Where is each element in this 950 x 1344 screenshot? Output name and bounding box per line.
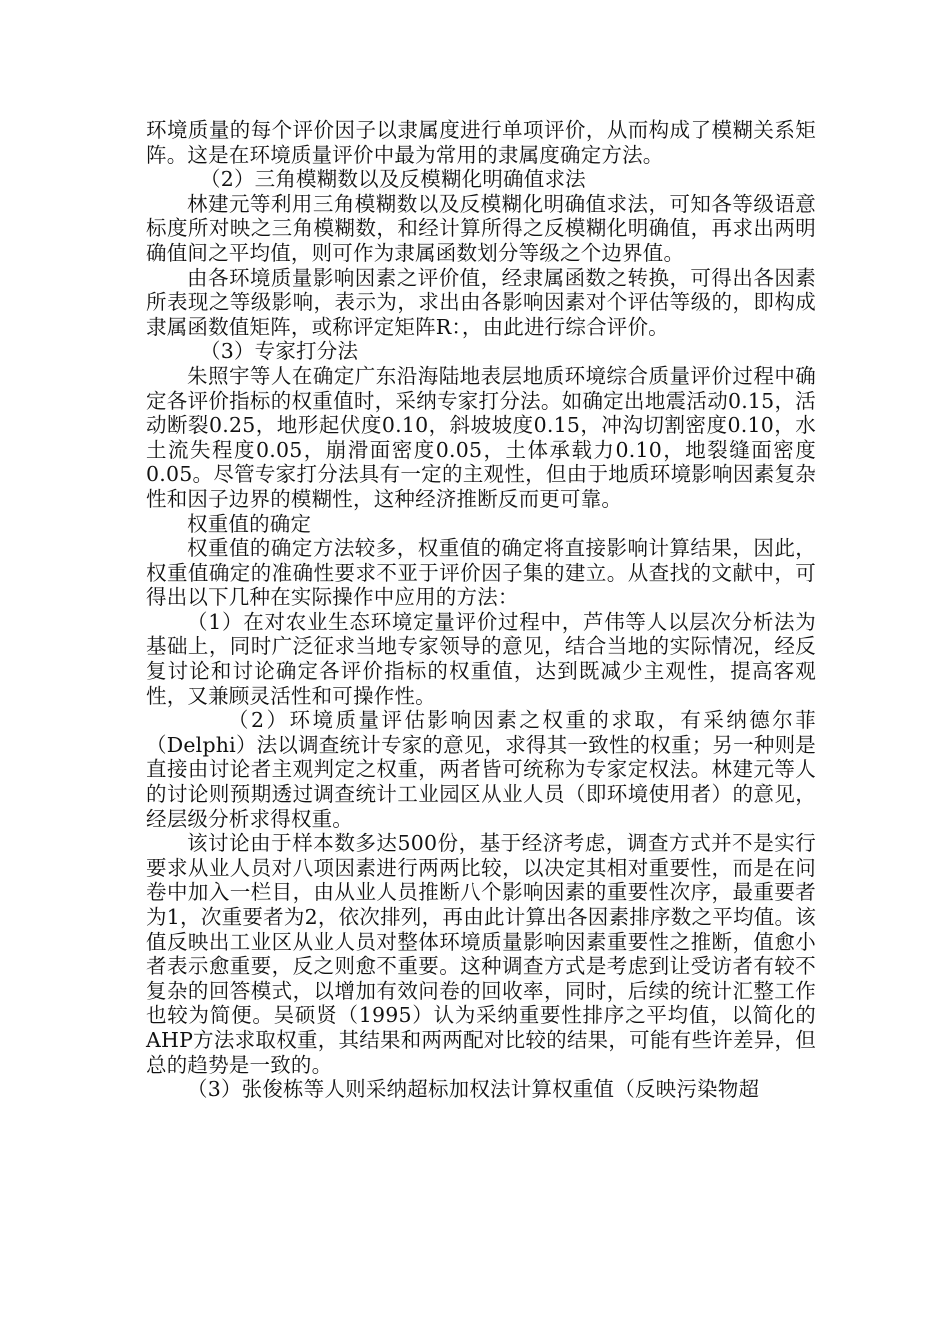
paragraph-membership-matrix: 由各环境质量影响因素之评价值，经隶属函数之转换，可得出各因素所表现之等级影响，表示为，求出由各影响因素对个评估等级的，即构成隶属函数值矩阵，或称评定矩阵R：，由此进行综合评价。 [146,265,816,339]
heading-weight-determination: 权重值的确定 [187,511,312,536]
paragraph-survey: 该讨论由于样本数多达500份，基于经济考虑，调查方式并不是实行要求从业人员对八项因素进行两两比较，以决定其相对重要性，而是在问卷中加入一栏目，由从业人员推断八个影响因素的重要性次序，最重要者为1，次重要者为2，依次排列，再由此计算出各因素排序数之平均值。该值反映出工业区从业人员对整体环境质量影响因素重要性之推断，值愈小者表示愈重要，反之则愈不重要。这种调查方式是考虑到让受访者有较不复杂的回答模式，以增加有效问卷的回收率，同时，后续的统计汇整工作也较为简便。吴硕贤（1995）认为采纳重要性排序之平均值，以简化的AHP方法求取权重，其结果和两两配对比较的结果，可能有些许差异，但总的趋势是一致的。 [146,831,816,1077]
paragraph-weight-methods: 权重值的确定方法较多，权重值的确定将直接影响计算结果，因此，权重值确定的准确性要求不亚于评价因子集的建立。从查找的文献中，可得出以下几种在实际操作中应用的方法： [146,536,816,610]
paragraph-fuzzy-matrix: 环境质量的每个评价因子以隶属度进行单项评价，从而构成了模糊关系矩阵。这是在环境质量评价中最为常用的隶属度确定方法。 [146,118,816,167]
heading-triangular-fuzzy: （2）三角模糊数以及反模糊化明确值求法 [200,167,586,192]
paragraph-method-2: （2）环境质量评估影响因素之权重的求取，有采纳德尔菲（Delphi）法以调查统计专家的意见，求得其一致性的权重；另一种则是直接由讨论者主观判定之权重，两者皆可统称为专家定权法。林建元等人的讨论则预期透过调查统计工业园区从业人员（即环境使用者）的意见，经层级分析求得权重。 [146,708,816,831]
heading-expert-scoring: （3）专家打分法 [200,339,359,364]
paragraph-method-1: （1）在对农业生态环境定量评价过程中，芦伟等人以层次分析法为基础上，同时广泛征求当地专家领导的意见，结合当地的实际情况，经反复讨论和讨论确定各评价指标的权重值，达到既减少主观性，提高客观性，又兼顾灵活性和可操作性。 [146,609,816,708]
paragraph-triangular-fuzzy: 林建元等利用三角模糊数以及反模糊化明确值求法，可知各等级语意标度所对映之三角模糊数，和经计算所得之反模糊化明确值，再求出两明确值间之平均值，则可作为隶属函数划分等级之个边界值。 [146,191,816,265]
paragraph-expert-scoring: 朱照宇等人在确定广东沿海陆地表层地质环境综合质量评价过程中确定各评价指标的权重值时，采纳专家打分法。如确定出地震活动0.15，活动断裂0.25，地形起伏度0.10，斜坡坡度0.15，冲沟切割密度0.10，水土流失程度0.05，崩滑面密度0.05，土体承载力0.10，地裂缝面密度0.05。尽管专家打分法具有一定的主观性，但由于地质环境影响因素复杂性和因子边界的模糊性，这种经济推断反而更可靠。 [146,363,816,511]
paragraph-method-3: （3）张俊栋等人则采纳超标加权法计算权重值（反映污染物超 [187,1077,760,1102]
document-body [146,118,816,1102]
